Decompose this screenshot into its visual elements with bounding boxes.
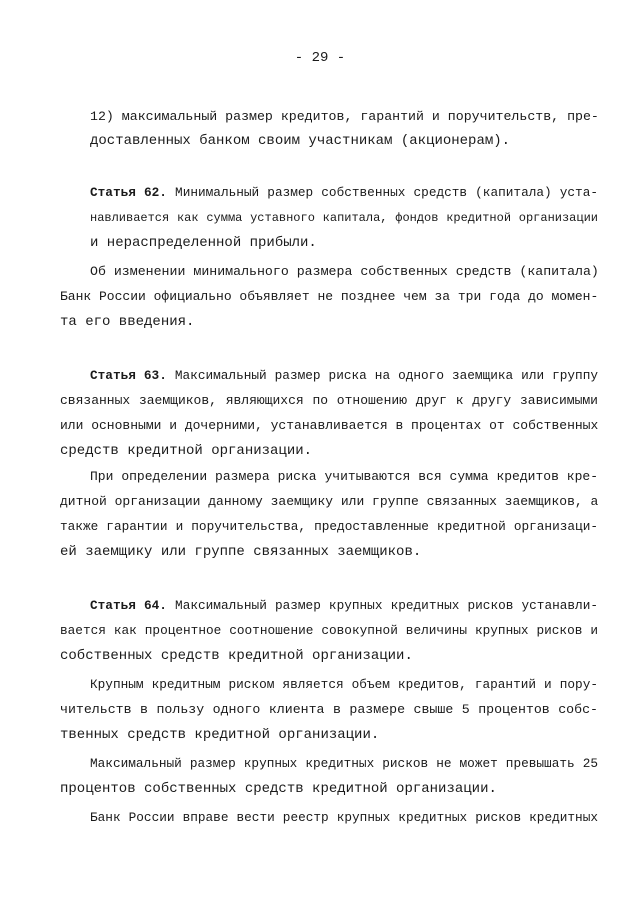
article-63-line-8: ей заемщику или группе связанных заемщиков.: [60, 544, 422, 560]
article-63-line-2: связанных заемщиков, являющихся по отношению друг к другу зависимыми: [60, 393, 598, 408]
article-63-line-7: также гарантии и поручительства, предоставленные кредитной организаци-: [60, 519, 598, 534]
page-number: - 29 -: [294, 50, 346, 66]
article-64-line-1: Максимальный размер крупных кредитных рисков устанавли-: [175, 598, 599, 613]
article-64-line-6: твенных средств кредитной организации.: [60, 727, 380, 743]
article-63-line-5: При определении размера риска учитываются вся сумма кредитов кре-: [90, 469, 598, 484]
article-62-line-5: Банк России официально объявляет не позднее чем за три года до момен-: [60, 289, 599, 304]
article-63-line-1: Максимальный размер риска на одного заемщика или группу: [174, 368, 599, 383]
article-64-heading: Статья 64.: [90, 598, 167, 613]
article-62-line-6: та его введения.: [60, 314, 195, 330]
article-64-first-line: [90, 597, 598, 615]
article-62-line-1: Минимальный размер собственных средств (капитала) уста-: [175, 185, 599, 200]
article-64-line-9: Банк России вправе вести реестр крупных кредитных рисков кредитных: [90, 810, 598, 825]
article-63-heading: Статья 63.: [90, 368, 167, 383]
article-63-line-3: или основными и дочерними, устанавливается в процентах от собственных: [60, 418, 599, 433]
article-64-line-2: вается как процентное соотношение совокупной величины крупных рисков и: [60, 623, 598, 638]
article-64-line-3: собственных средств кредитной организации.: [60, 648, 413, 664]
article-64-line-7: Максимальный размер крупных кредитных рисков не может превышать 25: [90, 756, 598, 771]
article-62-line-2: навливается как сумма уставного капитала, фондов кредитной организации: [90, 211, 598, 225]
article-62-line-3: и нераспределенной прибыли.: [90, 235, 317, 251]
article-63-first-line: [90, 367, 598, 385]
item-12-line-1: 12) максимальный размер кредитов, гарантий и поручительств, пре-: [90, 109, 599, 124]
article-63-line-6: дитной организации данному заемщику или группе связанных заемщиков, а: [60, 494, 599, 509]
article-62-first-line: [90, 184, 598, 202]
article-64-line-5: чительств в пользу одного клиента в размере свыше 5 процентов собс-: [60, 702, 598, 717]
article-62-heading: Статья 62.: [90, 185, 167, 200]
item-12-line-2: доставленных банком своим участникам (акционерам).: [90, 133, 511, 149]
article-63-line-4: средств кредитной организации.: [60, 443, 313, 459]
article-64-line-4: Крупным кредитным риском является объем кредитов, гарантий и пору-: [90, 677, 598, 692]
article-62-line-4: Об изменении минимального размера собственных средств (капитала): [90, 264, 599, 279]
article-64-line-8: процентов собственных средств кредитной организации.: [60, 781, 497, 797]
